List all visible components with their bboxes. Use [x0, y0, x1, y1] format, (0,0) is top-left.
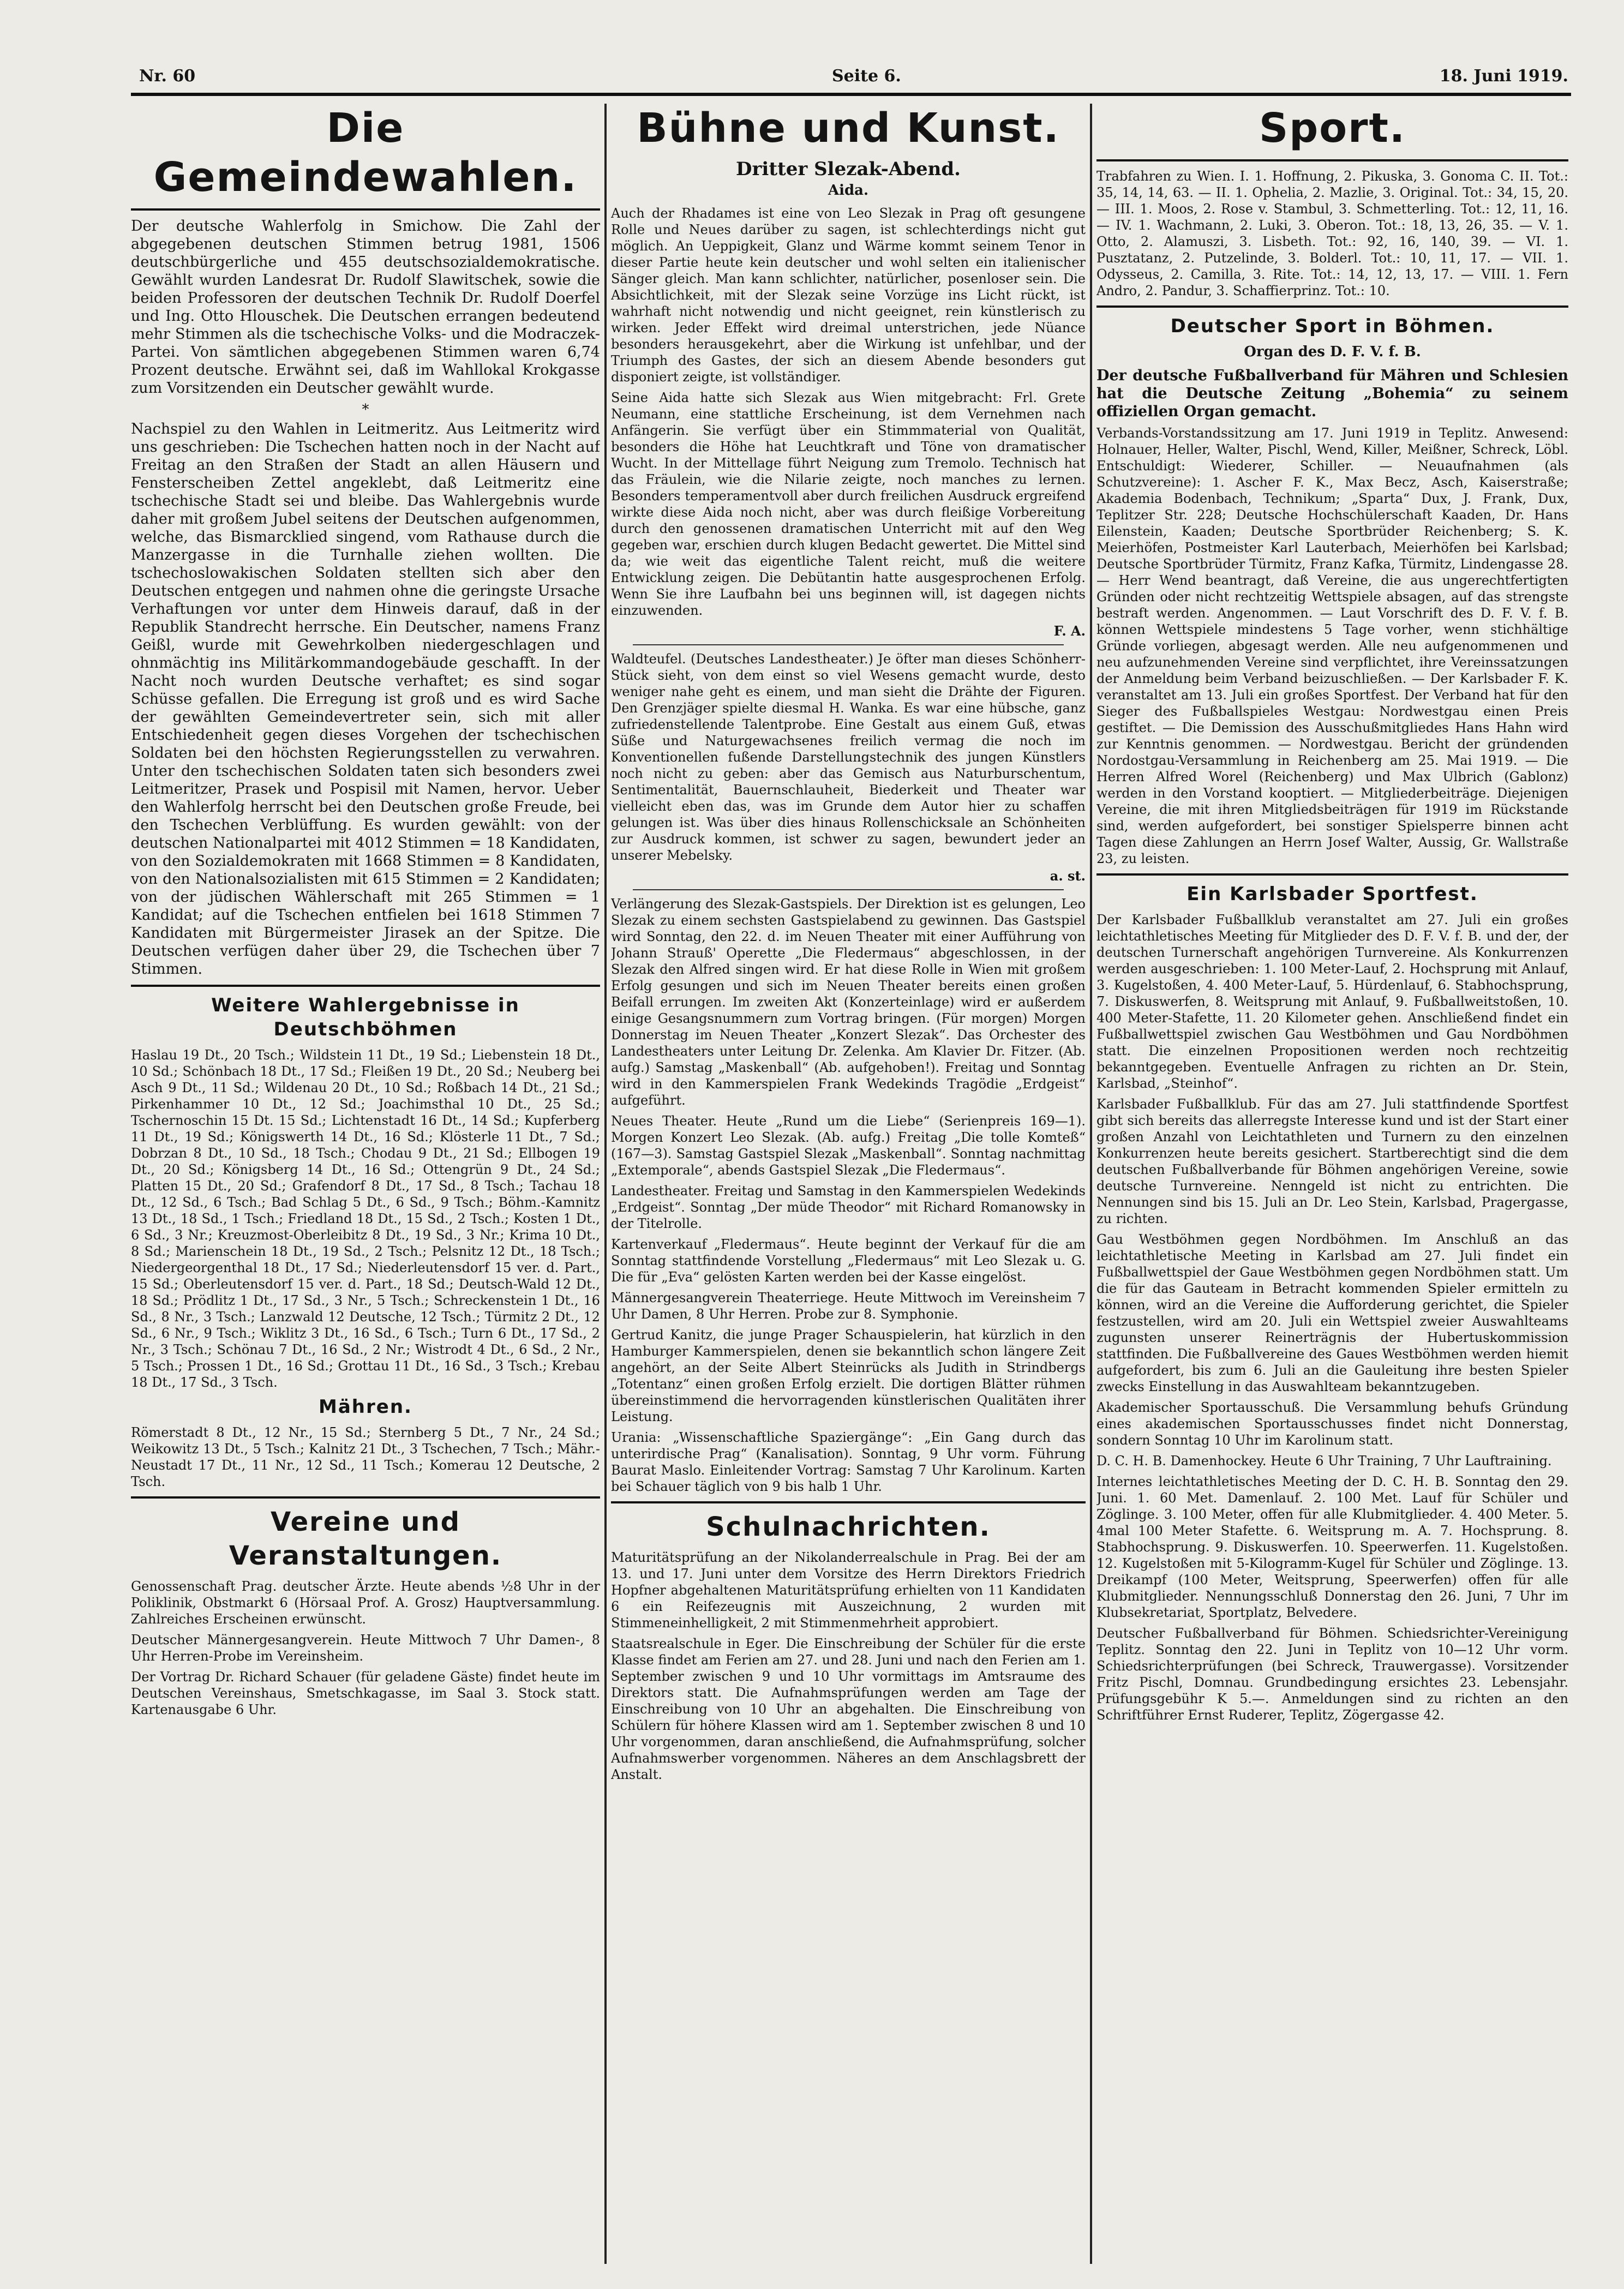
- signature: F. A.: [1053, 623, 1086, 639]
- signature: a. st.: [1050, 868, 1086, 884]
- rule: [633, 889, 1064, 890]
- sport-akademischer-ausschuss: Akademischer Sportausschuß. Die Versammlung behufs Gründung eines akademischen Sportausschusses findet nicht Donnerstag, sondern Sonntag 10 Uhr im Karolinum statt.: [1096, 1400, 1568, 1448]
- article-smichow: Der deutsche Wahlerfolg in Smichow. Die Zahl der abgegebenen deutschen Stimmen betrug 1981, 1506 deutschbürgerliche und 455 deutschsozialdemokratische. Gewählt wurden Landesrat Dr. Rudolf Slawitschek, sowie die beiden Professoren der deutschen Technik Dr. Rudolf Doerfel und Ing. Otto Hlouschek. Die Deutschen errangen bedeutend mehr Stimmen als die tschechische Volks- und die Modraczek-Partei. Von sämtlichen abgegebenen Stimmen waren 6,74 Prozent deutsche. Erwähnt sei, daß im Wahllokal Krokgasse zum Vorsitzenden ein Deutscher gewählt wurde.: [131, 218, 600, 397]
- page-label: Seite 6.: [832, 67, 901, 86]
- review-aida: Seine Aida hatte sich Slezak aus Wien mitgebracht: Frl. Grete Neumann, eine stattliche Erscheinung, ist dem Vernehmen nach Anfängerin. Sie verfügt über ein Stimmmaterial von Qualität, besonders die Höhe hat Leuchtkraft und Töne von dramatischer Wucht. In der Mittellage führt Neigung zum Tremolo. Technisch hat das Fräulein, wie die Nilarie zeigte, noch manches zu lernen. Besonders temperamentvoll aber durch freilichen Ausdruck ergreifend wirkte diese Aida noch nicht, aber was durch fleißige Vorbereitung durch den genossenen dramatischen Unterricht mit auf den Weg gegeben war, erschien durch klugen Bedacht gewertet. Die Mittel sind da; wie weit das eigentliche Talent reicht, muß die weitere Entwicklung zeigen. Die Debütantin hatte ausgesprochenen Erfolg. Wenn Sie ihre Laufbahn bei uns beginnen will, ist dagegen nichts einzuwenden.: [611, 390, 1086, 618]
- notice-maennergesang: Männergesangverein Theaterriege. Heute Mittwoch im Vereinsheim 7 Uhr Damen, 8 Uhr Herren. Probe zur 8. Symphonie.: [611, 1290, 1086, 1322]
- event-vortrag: Der Vortrag Dr. Richard Schauer (für geladene Gäste) findet heute im Deutschen Vereinshaus, Smetschkagasse, im Saal 3. Stock statt. Kartenausgabe 6 Uhr.: [131, 1669, 600, 1717]
- column-divider-2: [1090, 104, 1092, 2264]
- sport-gau-westboehmen: Gau Westböhmen gegen Nordböhmen. Im Anschluß an das leichtathletische Meeting in Karlsbad am 27. Juli findet ein Fußballwettspiel der Gaue Westböhmen gegen Nordböhmen statt. Um die für das Gauteam in Betracht kommenden Spieler ermitteln zu können, wird an die Vereine die Aufforderung gerichtet, die Spieler festzustellen, wird am 20. Juli ein Wettspiel zweier Auswahlteams zugunsten unserer Reinerträgnis der Hubertuskommission stattfinden. Die Fußballvereine des Gaues Westböhmen werden hiemit aufgefordert, bis zum 6. Juli an die Gauleitung ihre besten Spieler zwecks Einstellung in das Auswahlteam bekanntzugeben.: [1096, 1232, 1568, 1394]
- section-heading-results: Weitere Wahlergebnisse in Deutschböhmen: [211, 994, 520, 1040]
- notice-landestheater: Landestheater. Freitag und Samstag in den Kammerspielen Wedekinds „Erdgeist“. Sonntag „Der müde Theodor“ mit Richard Romanowsky in der Titelrolle.: [611, 1183, 1086, 1231]
- headline-gemeindewahlen: Die Gemeindewahlen.: [153, 105, 578, 201]
- rule: [1096, 305, 1568, 308]
- page-number: Nr. 60: [139, 67, 196, 86]
- sport-vorstandssitzung: Verbands-Vorstandssitzung am 17. Juni 1919 in Teplitz. Anwesend: Holnauer, Heller, Walter, Pischl, Wend, Killer, Meißner, Schreck, Löbl. Entschuldigt: Wiederer, Schiller. — Neuaufnahmen (als Schutzvereine): 1. Ascher F. K., Max Becz, Asch, Kaiserstraße; Akademia Bodenbach, Technikum; „Sparta“ Dux, J. Frank, Dux, Teplitzer Str. 228; Deutsche Hochschülerschaft Kaaden, Dr. Hans Eilenstein, Kaaden; Deutsche Sportbrüder Reichenberg; S. K. Meierhöfen, Postmeister Karl Lauterbach, Meierhöfen bei Karlsbad; Deutsche Sportbrüder Türmitz, Franz Kafka, Türmitz, Lindengasse 28. — Herr Wend beantragt, daß Vereine, die aus ungerechtfertigten Gründen oder nicht rechtzeitig Wettspiele absagen, auf das strengste bestraft werden. Angenommen. — Laut Vorschrift des D. F. V. f. B. können Wettspiele mindestens 5 Tage vorher, wenn stichhältige Gründe vorliegen, abgesagt werden. Alle neu aufgenommenen und neu aufzunehmenden Vereine sind verpflichtet, ihre Vereinssatzungen der Anmeldung beim Verband beizuschließen. — Der Karlsbader F. K. veranstaltet am 13. Juli ein großes Sportfest. Der Verband hat für den Sieger des Fußballspieles Westgau: Nordwestgau einen Preis gestiftet. — Die Demission des Ausschußmitgliedes Hans Hahn wird zur Kenntnis genommen. — Nordwestgau. Bericht der gründenden Nordostgau-Versammlung in Reichenberg am 25. Mai 1919. — Die Herren Alfred Worel (Reichenberg) und Max Ulbrich (Gablonz) werden in den Vorstand kooptiert. — Mitgliederbeiträge. Diejenigen Vereine, die mit ihren Mitgliedsbeiträgen für 1919 im Rückstande sind, werden aufgefordert, bei sonstiger Spielsperre binnen acht Tagen diese Zahlungen an Herrn Josef Walter, Aussig, Gr. Wallstraße 23, zu leisten.: [1096, 426, 1568, 866]
- sport-damenhockey: D. C. H. B. Damenhockey. Heute 6 Uhr Training, 7 Uhr Lauftraining.: [1096, 1453, 1552, 1469]
- sport-internes-meeting: Internes leichtathletisches Meeting der D. C. H. B. Sonntag den 29. Juni. 1. 60 Met. Damenlauf. 2. 100 Met. Lauf für Schüler und Zöglinge. 3. 100 Meter, offen für alle Klubmitglieder. 4. 400 Meter. 5. 4mal 100 Meter Stafette. 6. Weitsprung m. A. 7. Hochsprung. 8. Stabhochsprung. 9. Diskuswerfen. 10. Speerwerfen. 11. Kugelstoßen. 12. Kugelstoßen mit 5-Kilogramm-Kugel für Schüler und Zöglinge. 13. Dreikampf (100 Meter, Weitsprung, Speerwerfen) offen für alle Klubmitglieder. Nennungsschluß Donnerstag den 26. Juni, 7 Uhr im Klubsekretariat, Sportplatz, Belvedere.: [1096, 1474, 1568, 1620]
- headline-schulnachrichten: Schulnachrichten.: [706, 1512, 991, 1542]
- sport-trabfahren: Trabfahren zu Wien. I. 1. Hoffnung, 2. Pikuska, 3. Gonoma C. II. Tot.: 35, 14, 14, 63. — II. 1. Ophelia, 2. Mazlie, 3. Original. Tot.: 34, 15, 20. — III. 1. Moos, 2. Rose v. Stambul, 3. Schmetterling. Tot.: 12, 11, 16. — IV. 1. Wachmann, 2. Luki, 3. Oberon. Tot.: 18, 13, 26, 35. — V. 1. Otto, 2. Alamuszi, 3. Lisbeth. Tot.: 92, 16, 140, 39. — VI. 1. Pusztatanz, 2. Putzelinde, 3. Bolderl. Tot.: 10, 11, 17. — VII. 1. Odysseus, 2. Camilla, 3. Rite. Tot.: 14, 12, 13, 17. — VIII. 1. Fern Andro, 2. Pandur, 3. Schaffierprinz. Tot.: 10.: [1096, 169, 1568, 298]
- issue-date: 18. Juni 1919.: [1439, 67, 1568, 86]
- notice-slezak-gastspiel: Verlängerung des Slezak-Gastspiels. Der Direktion ist es gelungen, Leo Slezak zu einem sechsten Gastspielabend zu gewinnen. Das Gastspiel wird Sonntag, den 22. d. im Neuen Theater mit einer Aufführung von Johann Strauß' Operette „Die Fledermaus“ abgeschlossen, in der Slezak den Alfred singen wird. Er hat diese Rolle in Wien mit großem Erfolg gesungen und sich im Neuen Theater bereits einen großen Beifall errungen. Im zweiten Akt (Konzerteinlage) wird er außerdem einige Gesangsnummern zum Vortrag bringen. (Für morgen) Morgen Donnerstag im Neuen Theater „Konzert Slezak“. Das Orchester des Landestheaters unter Leitung Dr. Zelenka. Am Klavier Dr. Fitzer. (Ab. aufg.) Samstag „Maskenball“ (Ab. aufgehoben!). Freitag und Sonntag wird in den Kammerspielen Frank Wedekinds Tragödie „Erdgeist“ aufgeführt.: [611, 896, 1086, 1108]
- school-eger: Staatsrealschule in Eger. Die Einschreibung der Schüler für die erste Klasse findet am Ferien am 27. und 28. Juni und nach den Ferien am 1. September zwischen 9 und 10 Uhr vormittags im Amtsraume des Direktors statt. Die Aufnahmsprüfungen werden am Tage der Einschreibung von 10 Uhr an abgehalten. Die Einschreibung von Schülern für höhere Klassen wird am 1. September zwischen 8 und 10 Uhr vorgenommen, daran anschließend, die Aufnahmsprüfung, solcher Aufnahmswerber vorgenommen. Näheres an dem Anschlagsbrett der Anstalt.: [611, 1636, 1086, 1782]
- review-waldteufel: Waldteufel. (Deutsches Landestheater.) Je öfter man dieses Schönherr-Stück sieht, von dem einst so viel Wesens gemacht wurde, desto weniger nahe geht es einem, und man sieht die Drähte der Figuren. Den Grenzjäger spielte diesmal H. Wanka. Es war eine hübsche, ganz zufriedenstellende Talentprobe. Eine Gestalt aus einem Guß, etwas Süße und Naturgewachsenes freilich vermag die noch im Konventionellen fußende Darstellungstechnik des jungen Künstlers noch nicht zu geben: aber das Gemisch aus Naturburschentum, Sentimentalität, Bauernschlauheit, Biederkeit und Theater war vielleicht eben das, was im Grunde dem Autor hier zu schaffen gelungen ist. Was über dies hinaus Rollenschicksale an Schönheiten zur Ausdruck kommen, ist schwer zu sagen, bewundert jeder an unserer Mebelsky.: [611, 651, 1086, 863]
- headline-sport: Sport.: [1259, 105, 1406, 152]
- subheading-aida: Aida.: [828, 182, 869, 199]
- rule: [1096, 159, 1568, 161]
- rule: [131, 208, 600, 211]
- event-maennergesangverein: Deutscher Männergesangverein. Heute Mittwoch 7 Uhr Damen-, 8 Uhr Herren-Probe im Vereinsheim.: [131, 1632, 600, 1664]
- article-leitmeritz: Nachspiel zu den Wahlen in Leitmeritz. Aus Leitmeritz wird uns geschrieben: Die Tschechen hatten noch in der Nacht auf Freitag an den Straßen der Stadt an allen Häusern und Fensterscheiben Zettel angeklebt, daß Leitmeritz eine tschechische Stadt sei und bleibe. Das Wahlergebnis wurde daher mit großem Jubel seitens der Deutschen aufgenommen, welche, das Bismarcklied singend, vom Rathause durch die Manzergasse in die Turnhalle ziehen wollten. Die tschechoslowakischen Soldaten stellten sich aber den Deutschen entgegen und nahmen ohne die geringste Ursache Verhaftungen vor unter dem Hinweis darauf, daß in der Republik Standrecht herrsche. Ein Deutscher, namens Franz Geißl, wurde mit Gewehrkolben niedergeschlagen und ohnmächtig ins Militärkommandogebäude geschafft. In der Nacht noch wurden Deutsche verhaftet; es sind sogar Schüsse gefallen. Die Erregung ist groß und es wird Sache der gewählten Gemeindevertreter sein, sich mit aller Entschiedenheit gegen dieses Vorgehen der tschechischen Soldaten bei den höchsten Regierungsstellen zu verwahren. Unter den tschechischen Soldaten taten sich besonders zwei Leitmeritzer, Prasek und Pospisil mit Namen, hervor. Ueber den Wahlerfolg herrscht bei den Deutschen große Freude, bei den Tschechen Verblüffung. Es wurden gewählt: von der deutschen Nationalpartei mit 4012 Stimmen = 18 Kandidaten, von den Sozialdemokraten mit 1668 Stimmen = 8 Kandidaten, von den Nationalsozialisten mit 615 Stimmen = 2 Kandidaten; von der jüdischen Wählerschaft mit 265 Stimmen = 1 Kandidat; auf die Tschechen entfielen bei 1618 Stimmen 7 Kandidaten mit Bürgermeister Jirasek an der Spitze. Die Deutschen verfügen daher über 29, die Tschechen über 7 Stimmen.: [131, 421, 600, 978]
- column-divider-1: [604, 104, 607, 2264]
- notice-kanitz: Gertrud Kanitz, die junge Prager Schauspielerin, hat kürzlich in den Hamburger Kammerspielen, denen sie bekanntlich schon längere Zeit angehört, an der Seite Albert Steinrücks als Judith in Strindbergs „Totentanz“ einen großen Erfolg erzielt. Die dortigen Blätter rühmen übereinstimmend die hervorragenden künstlerischen Qualitäten ihrer Leistung.: [611, 1327, 1086, 1424]
- headline-vereine: Vereine und Veranstaltungen.: [229, 1507, 502, 1571]
- separator-star: *: [362, 402, 369, 418]
- column-right: [1096, 104, 1568, 2264]
- rule: [1096, 873, 1568, 876]
- rule: [131, 1496, 600, 1499]
- section-heading-maehren: Mähren.: [319, 1396, 412, 1418]
- notice-urania: Urania: „Wissenschaftliche Spaziergänge“: „Ein Gang durch das unterirdische Prag“ (Kanalisation). Sonntag, 9 Uhr vorm. Führung Baurat Maslo. Einleitender Vortrag: Samstag 7 Uhr Karolinum. Karten bei Schauer täglich von 9 bis halb 1 Uhr.: [611, 1430, 1086, 1494]
- subheading-slezak: Dritter Slezak-Abend.: [736, 158, 961, 180]
- rule: [131, 985, 600, 987]
- review-rhadames: Auch der Rhadames ist eine von Leo Slezak in Prag oft gesungene Rolle und Neues darüber zu sagen, ist schlechterdings nicht gut möglich. An Ueppigkeit, Glanz und Wärme kommt seinem Tenor in dieser Partie heute kein deutscher und wohl selten ein italienischer Sänger gleich. Man kann schlichter, natürlicher, posenloser sein. Die Absichtlichkeit, mit der Slezak seine Vorzüge ins Licht rückt, ist wahrhaft nicht notwendig und nicht geeignet, rein künstlerisch zu wirken. Jeder Effekt wird dreimal unterstrichen, jede Nüance besonders herausgekehrt, aber die Wirkung ist unfehlbar, und der Triumph des Gastes, der sich an diesem Abende besonders gut disponiert zeigte, ist vollständiger.: [611, 206, 1086, 385]
- sport-karlsbader-meeting: Der Karlsbader Fußballklub veranstaltet am 27. Juli ein großes leichtathletisches Meeting für Mitglieder des D. F. V. f. B. und der, der deutschen Turnerschaft angehörigen Turnvereine. Als Konkurrenzen werden ausgeschrieben: 1. 100 Meter-Lauf, 2. Hochsprung mit Anlauf, 3. Kugelstoßen, 4. 400 Meter-Lauf, 5. Hürdenlauf, 6. Stabhochsprung, 7. Diskuswerfen, 8. Weitsprung mit Anlauf, 9. Fußballweitstoßen, 10. 400 Meter-Stafette, 11. 20 Kilometer gehen. Anschließend findet ein Fußballwettspiel zwischen Gau Westböhmen und Gau Nordböhmen statt. Die einzelnen Propositionen werden noch rechtzeitig bekanntgegeben. Eventuelle Anfragen zu richten an Dr. Stein, Karlsbad, „Steinhof“.: [1096, 912, 1568, 1091]
- event-aerzte: Genossenschaft Prag. deutscher Ärzte. Heute abends ½8 Uhr in der Poliklinik, Obstmarkt 6 (Hörsaal Prof. A. Grosz) Hauptversammlung. Zahlreiches Erscheinen erwünscht.: [131, 1579, 600, 1627]
- masthead: [139, 61, 1568, 94]
- subheading-organ: Organ des D. F. V. f. B.: [1244, 344, 1421, 360]
- masthead-rule: [131, 93, 1571, 96]
- headline-buehne: Bühne und Kunst.: [637, 105, 1060, 152]
- rule: [611, 1501, 1086, 1503]
- results-maehren: Römerstadt 8 Dt., 12 Nr., 15 Sd.; Sternberg 5 Dt., 7 Nr., 24 Sd.; Weikowitz 13 Dt., 5 Tsch.; Kalnitz 21 Dt., 3 Tschechen, 7 Tsch.; Mähr.-Neustadt 17 Dt., 11 Nr., 12 Sd., 11 Tsch.; Komerau 12 Deutsche, 2 Tsch.: [131, 1425, 600, 1489]
- notice-neues-theater: Neues Theater. Heute „Rund um die Liebe“ (Serienpreis 169—1). Morgen Konzert Leo Slezak. (Ab. aufg.) Freitag „Die tolle Komteß“ (167—3). Samstag Gastspiel Slezak „Maskenball“. Sonntag nachmittag „Extemporale“, abends Gastspiel Slezak „Die Fledermaus“.: [611, 1113, 1086, 1178]
- school-maturitaet: Maturitätsprüfung an der Nikolanderrealschule in Prag. Bei der am 13. und 17. Juni unter dem Vorsitze des Herrn Direktors Friedrich Hopfner abgehaltenen Maturitätsprüfung erhielten von 11 Kandidaten 6 ein Reifezeugnis mit Auszeichnung, 2 wurden mit Stimmeneinhelligkeit, 2 mit Stimmenmehrheit approbiert.: [611, 1550, 1086, 1631]
- column-left: [131, 104, 600, 2264]
- notice-kartenverkauf: Kartenverkauf „Fledermaus“. Heute beginnt der Verkauf für die am Sonntag stattfindende Vorstellung „Fledermaus“ mit Leo Slezak u. G. Die für „Eva“ gelösten Karten werden bei der Kasse eingelöst.: [611, 1237, 1086, 1285]
- sport-schiedsrichter: Deutscher Fußballverband für Böhmen. Schiedsrichter-Vereinigung Teplitz. Sonntag den 22. Juni in Teplitz von 10—12 Uhr vorm. Schiedsrichterprüfungen (bei Schreck, Trauwergasse). Vorsitzender Fritz Pischl, Domnau. Grundbedingung ersichtes 23. Lebensjahr. Prüfungsgebühr K 5.—. Anmeldungen sind zu richten an den Schriftführer Ernst Ruderer, Teplitz, Zögergasse 42.: [1096, 1626, 1568, 1723]
- sport-fussballverband: Der deutsche Fußballverband für Mähren und Schlesien hat die Deutsche Zeitung „Bohemia“ zu seinem offiziellen Organ gemacht.: [1096, 367, 1568, 420]
- results-deutschboehmen: Haslau 19 Dt., 20 Tsch.; Wildstein 11 Dt., 19 Sd.; Liebenstein 18 Dt., 10 Sd.; Schönbach 18 Dt., 17 Sd.; Fleißen 19 Dt., 20 Sd.; Neuberg bei Asch 9 Dt., 11 Sd.; Wildenau 20 Dt., 10 Sd.; Roßbach 14 Dt., 21 Sd.; Pirkenhammer 10 Dt., 12 Sd.; Joachimsthal 10 Dt., 25 Sd.; Tschernoschin 15 Dt. 15 Sd.; Lichtenstadt 16 Dt., 14 Sd.; Kupferberg 11 Dt., 19 Sd.; Königswerth 14 Dt., 16 Sd.; Klösterle 11 Dt., 7 Sd.; Dobrzan 8 Dt., 10 Sd., 18 Tsch.; Chodau 9 Dt., 21 Sd.; Ellbogen 19 Dt., 20 Sd.; Königsberg 14 Dt., 16 Sd.; Ottengrün 9 Dt., 24 Sd.; Platten 15 Dt., 20 Sd.; Grafendorf 8 Dt., 17 Sd., 8 Tsch.; Tachau 18 Dt., 12 Sd., 6 Tsch.; Bad Schlag 5 Dt., 6 Sd., 9 Tsch.; Böhm.-Kamnitz 13 Dt., 18 Sd., 1 Tsch.; Friedland 18 Dt., 15 Sd., 2 Tsch.; Kosten 1 Dt., 6 Sd., 3 Nr.; Kreuzmost-Oberleibitz 8 Dt., 19 Sd., 3 Nr.; Krima 10 Dt., 8 Sd.; Marienschein 18 Dt., 19 Sd., 2 Tsch.; Pelsnitz 12 Dt., 18 Tsch.; Niedergeorgenthal 18 Dt., 17 Sd.; Niederleutensdorf 15 ver. d. Part., 15 Sd.; Oberleutensdorf 15 ver. d. Part., 18 Sd.; Deutsch-Wald 12 Dt., 18 Sd.; Prödlitz 1 Dt., 17 Sd., 3 Nr., 5 Tsch.; Schreckenstein 1 Dt., 16 Sd., 8 Nr., 3 Tsch.; Lanzwald 12 Deutsche, 12 Tsch.; Türmitz 2 Dt., 12 Sd., 6 Nr., 9 Tsch.; Wiklitz 3 Dt., 16 Sd., 6 Tsch.; Turn 6 Dt., 17 Sd., 2 Nr., 3 Tsch.; Schönau 7 Dt., 16 Sd., 2 Nr.; Wistrodt 4 Dt., 6 Sd., 2 Nr., 5 Tsch.; Prossen 1 Dt., 16 Sd.; Grottau 11 Dt., 16 Sd., 3 Tsch.; Krebau 18 Dt., 17 Sd., 3 Tsch.: [131, 1047, 600, 1390]
- heading-karlsbader-sportfest: Ein Karlsbader Sportfest.: [1186, 883, 1478, 905]
- heading-deutscher-sport: Deutscher Sport in Böhmen.: [1170, 315, 1495, 337]
- rule: [633, 644, 1064, 645]
- column-middle: [611, 104, 1086, 2264]
- sport-karlsbader-fussballklub: Karlsbader Fußballklub. Für das am 27. Juli stattfindende Sportfest gibt sich bereits das allerregste Interesse kund und ist der Start einer großen Anzahl von Leichtathleten und Turnern zu den einzelnen Konkurrenzen heute bereits gesichert. Startberechtigt sind die dem deutschen Fußballverbande für Böhmen angehörigen Vereine, sowie deutsche Turnvereine. Nenngeld ist nicht zu entrichten. Die Nennungen sind bis 15. Juli an Dr. Leo Stein, Karlsbad, Pragergasse, zu richten.: [1096, 1096, 1568, 1226]
